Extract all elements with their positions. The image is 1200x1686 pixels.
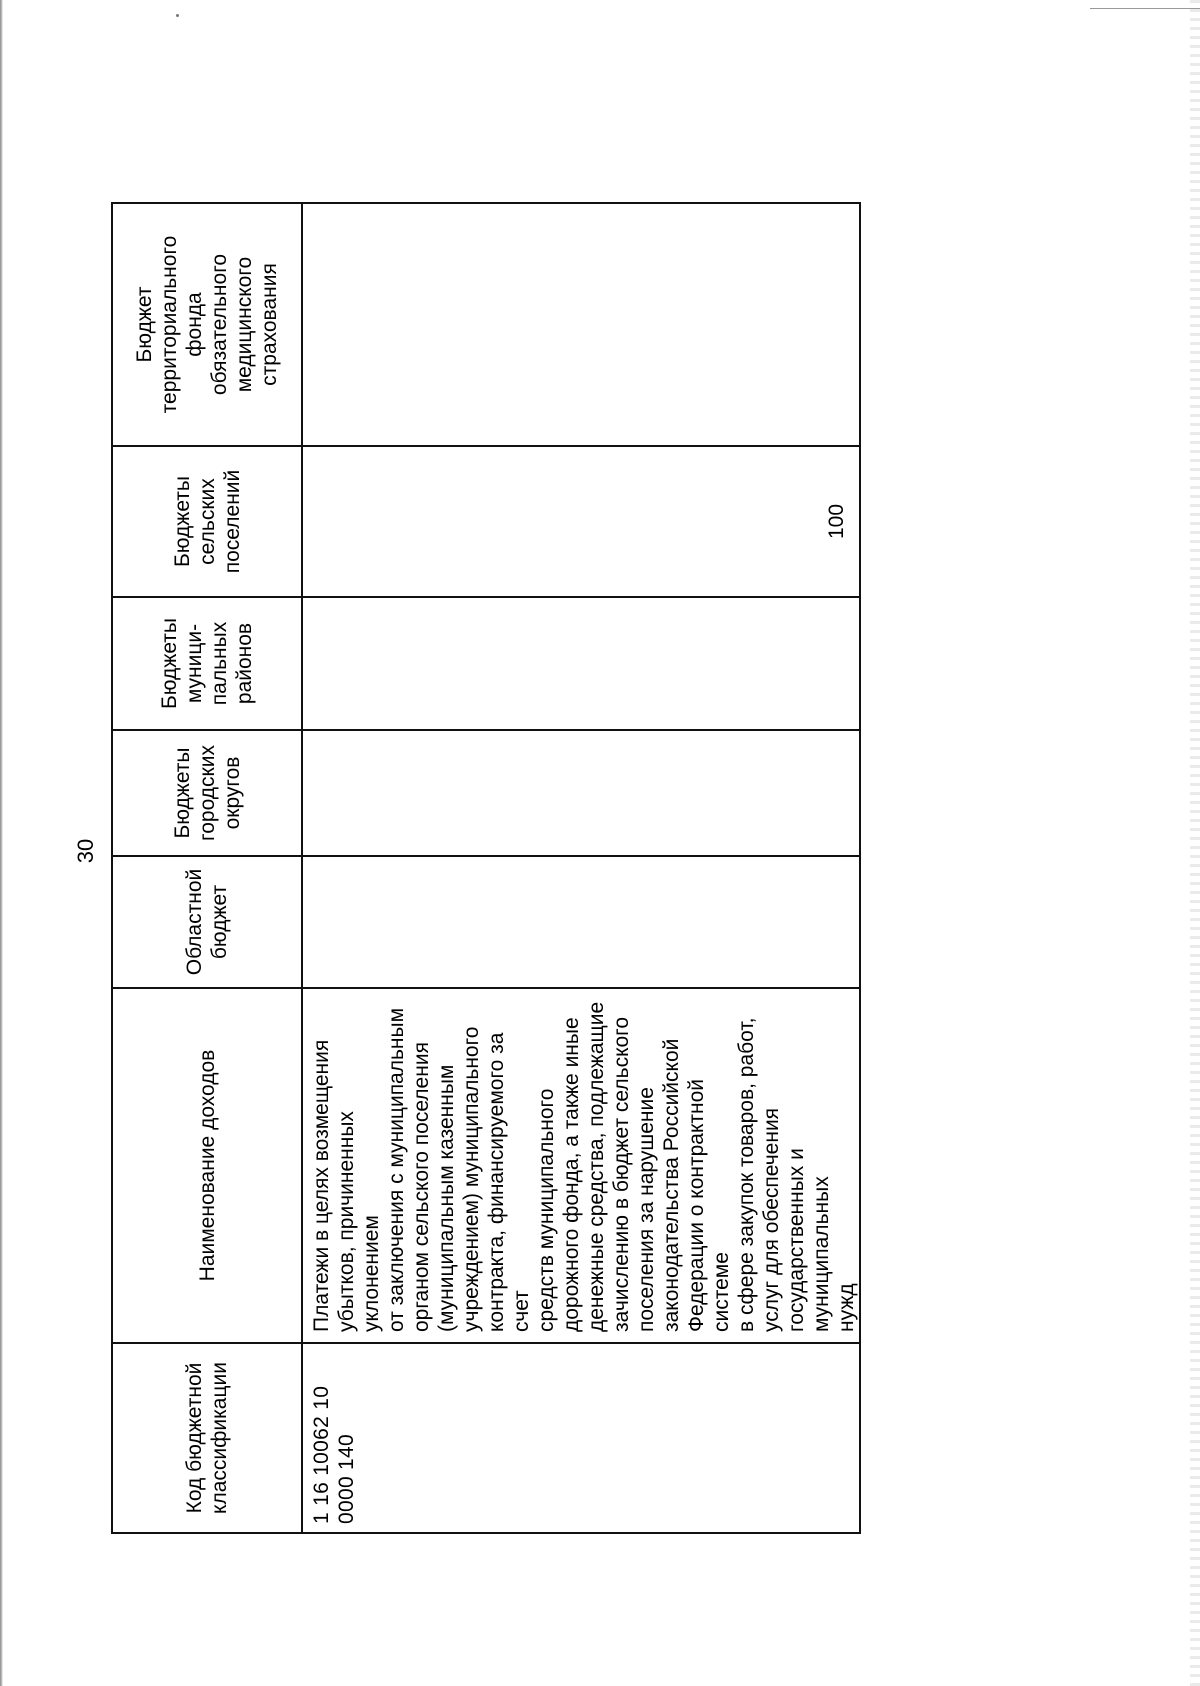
scan-edge-left (0, 0, 3, 1686)
scan-speck (176, 14, 179, 17)
header-rural-settlements: Бюджеты сельских поселений (112, 446, 302, 597)
revenue-distribution-table (111, 202, 861, 1534)
header-regional-budget: Областной бюджет (112, 856, 302, 988)
cell-rural-settlements: 100 (302, 446, 860, 597)
header-health-fund: Бюджет территориального фонда обязательного медицинского страхования (112, 203, 302, 446)
cell-code: 1 16 10062 10 0000 140 (302, 1343, 860, 1533)
table-header-row (112, 203, 302, 1533)
table-row (302, 203, 860, 1533)
header-code: Код бюджетной классификации (112, 1343, 302, 1533)
page-number: 30 (73, 838, 98, 864)
cell-regional-budget (302, 856, 860, 988)
rotated-page (73, 154, 858, 1548)
cell-name: Платежи в целях возмещения убытков, причиненных уклонением от заключения с муниципальным органом сельского поселения (муниципальным казенным учреждением) муниципального контракта, финансируемого за счет средств муниципального дорожного фонда, а также иные денежные средства, подлежащие зачислению в бюджет сельского поселения за нарушение законодательства Российской Федерации о контрактной системе в сфере закупок товаров, работ, услуг для обеспечения государственных и муниципальных нужд (302, 988, 860, 1343)
scan-edge-top (1090, 8, 1200, 9)
cell-city-districts (302, 730, 860, 856)
header-city-districts: Бюджеты городских округов (112, 730, 302, 856)
scan-edge-right (1190, 0, 1200, 1686)
cell-municipal-districts (302, 597, 860, 730)
header-name: Наименование доходов (112, 988, 302, 1343)
header-municipal-districts: Бюджеты муници- пальных районов (112, 597, 302, 730)
cell-health-fund (302, 203, 860, 446)
